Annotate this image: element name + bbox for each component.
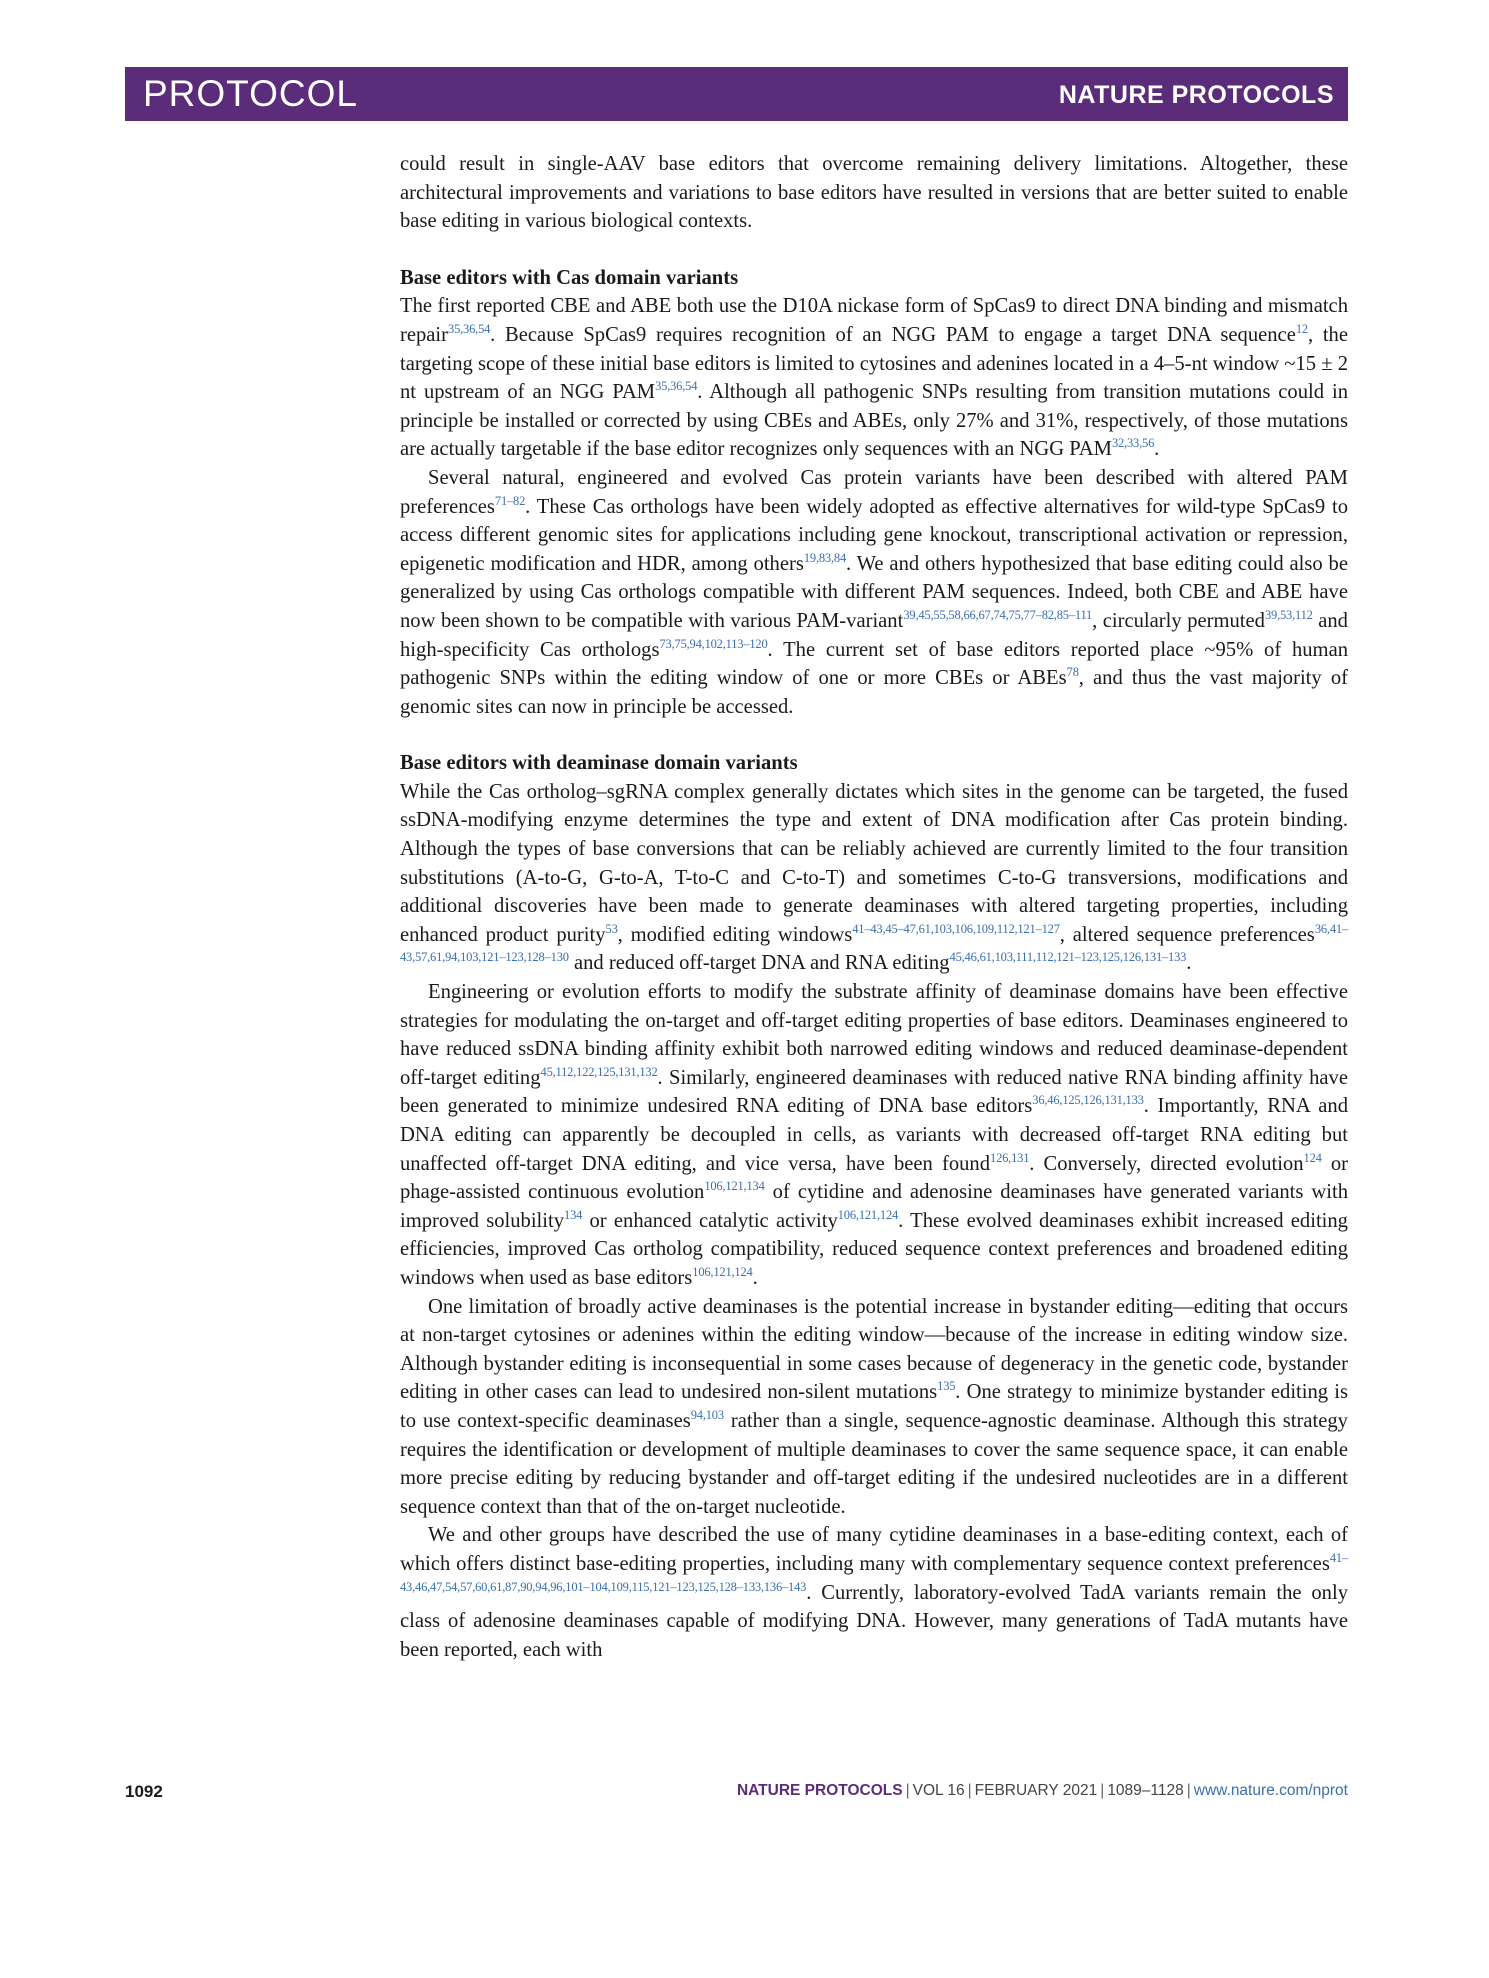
citation-link[interactable]: 73,75,94,102,113–120 [659, 636, 768, 651]
section-heading: Base editors with Cas domain variants [400, 266, 739, 289]
footer-citation: NATURE PROTOCOLS | VOL 16 | FEBRUARY 2021 | 1089–1128 | www.nature.com/nprot [736, 1782, 1348, 1799]
citation-link[interactable]: 106,121,124 [692, 1264, 753, 1279]
paragraph: could result in single-AAV base editors that overcome remaining delivery limitations. Altogether, these architectural improvements and variations to base editors have resulted in versions that are better suited to enable base editing in various biological contexts. [400, 153, 1348, 233]
citation-link[interactable]: 45,46,61,103,111,112,121–123,125,126,131–133 [949, 950, 1187, 965]
citation-link[interactable]: 71–82 [494, 493, 526, 508]
citation-link[interactable]: 36,41–43,57,61,94,103,121–123,128–130 [400, 921, 1348, 965]
paragraph: We and other groups have described the use of many cytidine deaminases in a base-editing context, each of which offers distinct base-editing properties, including many with complementary sequence context preferences$^{41-43,46,47,54,57,60,61,87,90,94,96,101-104,109,115,121-123,125,128-133,136-143}$. Currently, laboratory-evolved TadA variants remain the only class of adenosine deaminases capable of modifying DNA. However, many generations of TadA mutants have been reported, each with [400, 1524, 1348, 1661]
citation-link[interactable]: 41–43,45–47,61,103,106,109,112,121–127 [852, 921, 1060, 936]
footer-url-link[interactable]: www.nature.com/nprot [1193, 1782, 1348, 1799]
citation-link[interactable]: 12 [1295, 321, 1308, 336]
citation-link[interactable]: 39,45,55,58,66,67,74,75,77–82,85–111 [903, 607, 1093, 622]
footer-journal-name: NATURE PROTOCOLS [736, 1782, 903, 1799]
article-body [400, 150, 1348, 1664]
citation-link[interactable]: 41–43,46,47,54,57,60,61,87,90,94,96,101–104,109,115,121–123,125,128–133,136–143 [400, 1550, 1348, 1594]
citation-link[interactable]: 135 [937, 1379, 956, 1394]
section-label: PROTOCOL [143, 73, 358, 114]
citation-link[interactable]: 45,112,122,125,131,132 [540, 1064, 658, 1079]
citation-link[interactable]: 32,33,56 [1111, 436, 1155, 451]
footer-pages: 1089–1128 [1107, 1782, 1184, 1799]
citation-link[interactable]: 36,46,125,126,131,133 [1032, 1093, 1144, 1108]
citation-link[interactable]: 19,83,84 [803, 550, 847, 565]
paragraph: Several natural, engineered and evolved Cas protein variants have been described with altered PAM preferences$^{71-82}$. These Cas orthologs have been widely adopted as effective alternatives for wild-type SpCas9 to access different genomic sites for applications including gene knockout, transcriptional activation or repression, epigenetic modification and HDR, among others$^{19,83,84}$. We and others hypothesized that base editing could also be generalized by using Cas orthologs compatible with different PAM sequences. Indeed, both CBE and ABE have now been shown to be compatible with various PAM-variant$^{39,45,55,58,66,67,74,75,77-82,85-111}$, circularly permuted$^{39,53,112}$ and high-specificity Cas orthologs$^{73,75,94,102,113-120}$. The current set of base editors reported place ~95% of human pathogenic SNPs within the editing window of one or more CBEs or ABEs$^{78}$, and thus the vast majority of genomic sites can now in principle be accessed. [400, 466, 1349, 718]
citation-link[interactable]: 78 [1066, 664, 1079, 679]
paragraph: One limitation of broadly active deaminases is the potential increase in bystander editing—editing that occurs at non-target cytosines or adenines within the editing window—because of the increase in editing window size. Although bystander editing is inconsequential in some cases because of degeneracy in the genetic code, bystander editing in other cases can lead to undesired non-silent mutations$^{135}$. One strategy to minimize bystander editing is to use context-specific deaminases$^{94,103}$ rather than a single, sequence-agnostic deaminase. Although this strategy requires the identification or development of multiple deaminases to cover the same sequence space, it can enable more precise editing by reducing bystander and off-target editing if the undesired nucleotides are in a different sequence context than that of the on-target nucleotide. [400, 1295, 1348, 1518]
footer-date: FEBRUARY 2021 [974, 1782, 1098, 1799]
citation-link[interactable]: 35,36,54 [448, 321, 491, 336]
citation-link[interactable]: 39,53,112 [1264, 607, 1313, 622]
citation-link[interactable]: 126,131 [990, 1150, 1030, 1165]
citation-link[interactable]: 35,36,54 [655, 379, 698, 394]
journal-label: NATURE PROTOCOLS [1058, 81, 1334, 109]
citation-link[interactable]: 53 [605, 921, 618, 936]
footer-volume: VOL 16 [912, 1782, 965, 1799]
paragraph: Engineering or evolution efforts to modify the substrate affinity of deaminase domains have been effective strategies for modulating the on-target and off-target editing properties of base editors. Deaminases engineered to have reduced ssDNA binding affinity exhibit both narrowed editing windows and reduced deaminase-dependent off-target editing$^{45,112,122,125,131,132}$. Similarly, engineered deaminases with reduced native RNA binding affinity have been generated to minimize undesired RNA editing of DNA base editors$^{36,46,125,126,131,133}$. Importantly, RNA and DNA editing can apparently be decoupled in cells, as variants with decreased off-target RNA editing but unaffected off-target DNA editing, and vice versa, have been found$^{126,131}$. Conversely, directed evolution$^{124}$ or phage-assisted continuous evolution$^{106,121,134}$ of cytidine and adenosine deaminases have generated variants with improved solubility$^{134}$ or enhanced catalytic activity$^{106,121,124}$. These evolved deaminases exhibit increased editing efficiencies, improved Cas ortholog compatibility, reduced sequence context preferences and broadened editing windows when used as base editors$^{106,121,124}$. [400, 981, 1349, 1289]
citation-link[interactable]: 106,121,134 [704, 1179, 765, 1194]
header-banner [125, 67, 1348, 121]
paragraph: While the Cas ortholog–sgRNA complex generally dictates which sites in the genome can be targeted, the fused ssDNA-modifying enzyme determines the type and extent of DNA modification after Cas protein binding. Although the types of base conversions that can be reliably achieved are currently limited to the four transition substitutions (A-to-G, G-to-A, T-to-C and C-to-T) and sometimes C-to-G transversions, modifications and additional discoveries have been made to generate deaminases with altered targeting properties, including enhanced product purity$^{53}$, modified editing windows$^{41-43,45-47,61,103,106,109,112,121-127}$, altered sequence preferences$^{36,41-43,57,61,94,103,121-123,128-130}$ and reduced off-target DNA and RNA editing$^{45,46,61,103,111,112,121-123,125,126,131-133}$. [400, 780, 1348, 975]
citation-link[interactable]: 134 [564, 1207, 583, 1222]
citation-link[interactable]: 124 [1303, 1150, 1322, 1165]
paragraph: The first reported CBE and ABE both use the D10A nickase form of SpCas9 to direct DNA binding and mismatch repair$^{35,36,54}$. Because SpCas9 requires recognition of an NGG PAM to engage a target DNA sequence$^{12}$, the targeting scope of these initial base editors is limited to cytosines and adenines located in a 4–5-nt window ~15 ± 2 nt upstream of an NGG PAM$^{35,36,54}$. Although all pathogenic SNPs resulting from transition mutations could in principle be installed or corrected by using CBEs and ABEs, only 27% and 31%, respectively, of those mutations are actually targetable if the base editor recognizes only sequences with an NGG PAM$^{32,33,56}$. [400, 295, 1348, 461]
page-number: 1092 [125, 1782, 163, 1801]
citation-link[interactable]: 94,103 [690, 1407, 724, 1422]
section-heading: Base editors with deaminase domain variants [400, 752, 798, 775]
citation-link[interactable]: 106,121,124 [837, 1207, 899, 1222]
